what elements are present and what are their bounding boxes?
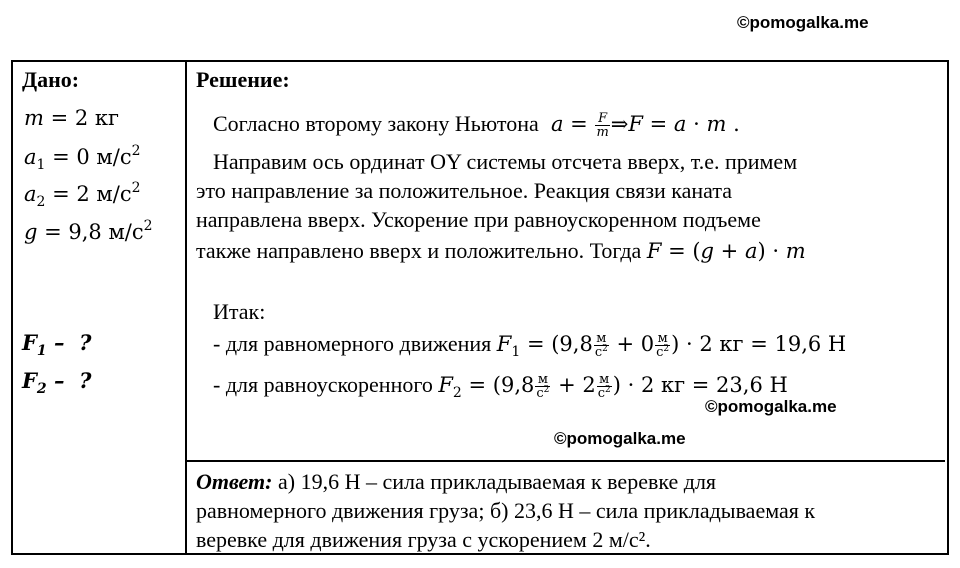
answer-line-2: равномерного движения груза; б) 23,6 Н – сила прикладываемая к	[196, 498, 816, 523]
newton-law-text: Согласно второму закону Ньютона	[213, 111, 539, 136]
unknown-f2: $F_2$ – ?	[22, 368, 92, 397]
answer-line-1-text: а) 19,6 Н – сила прикладываемая к веревке для	[277, 469, 717, 494]
paragraph-line-1: Направим ось ординат OY системы отсчета вверх, т.е. примем	[213, 149, 798, 174]
newton-law-formula: a = $\frac{F}{m}$ ⇒F = a · m .	[550, 111, 740, 140]
given-header: Дано:	[22, 67, 80, 92]
newton-law-line	[213, 110, 740, 139]
given-mass: m = 2 кг	[24, 106, 120, 130]
given-g: g = 9,8 $м/с^2$	[24, 218, 153, 244]
watermark-middle: ©pomogalka.me	[705, 397, 837, 416]
answer-line-1	[196, 468, 716, 496]
watermark-top: ©pomogalka.me	[737, 13, 869, 32]
case-accelerated-formula: $F_2 = (9,8$ $\frac{м}{с^2}$ + 2 $\frac{м}{с^2}$ ) · 2 кг = 23,6 Н	[438, 372, 788, 401]
watermark-bottom: ©pomogalka.me	[554, 429, 686, 448]
paragraph-line-4	[196, 237, 806, 265]
given-a1: $a_1 = 0$ $м/с^2$	[24, 143, 141, 173]
answer-line-3: веревке для движения груза с ускорением 2 м/с².	[196, 527, 651, 552]
paragraph-line-3: направлена вверх. Ускорение при равноускоренном подъеме	[196, 207, 761, 232]
paragraph-line-2: это направление за положительное. Реакция связи каната	[196, 178, 733, 203]
unknown-f1: $F_1$ – ?	[22, 330, 92, 359]
force-formula: F = (g + a) · m	[646, 239, 806, 263]
case-accelerated-text: - для равноускоренного	[213, 372, 433, 397]
case-uniform	[213, 330, 846, 359]
answer-label: Ответ:	[196, 469, 273, 494]
itak-label: Итак:	[213, 299, 266, 324]
solution-header: Решение:	[196, 67, 290, 92]
paragraph-line-4-text: также направлено вверх и положительно. Тогда	[196, 238, 642, 263]
case-accelerated	[213, 371, 788, 400]
case-uniform-text: - для равномерного движения	[213, 331, 492, 356]
given-a2: $a_2 = 2$ $м/с^2$	[24, 180, 141, 210]
case-uniform-formula: $F_1 = (9,8$ $\frac{м}{с^2}$ + 0 $\frac{м}{с^2}$ ) · 2 кг = 19,6 Н	[496, 331, 847, 360]
